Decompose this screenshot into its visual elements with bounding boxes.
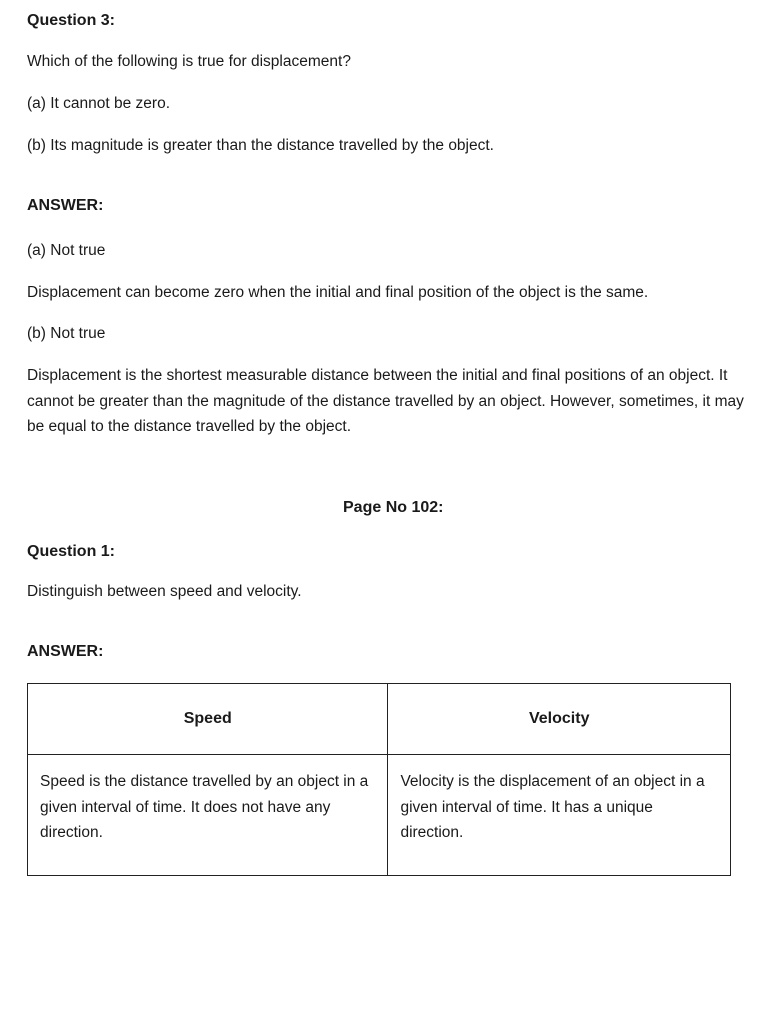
question-3-text: Which of the following is true for displacement? xyxy=(27,53,351,70)
option-a: (a) It cannot be zero. xyxy=(27,95,171,112)
question-1-text: Distinguish between speed and velocity. xyxy=(27,583,302,600)
answer-b-label: (b) Not true xyxy=(27,325,106,342)
comparison-table xyxy=(27,683,731,876)
answer-a-text: Displacement can become zero when the initial and final position of the object is the same. xyxy=(27,284,649,301)
answer-heading-2: ANSWER: xyxy=(27,643,104,660)
table-header-row xyxy=(28,684,731,755)
option-b: (b) Its magnitude is greater than the distance travelled by the object. xyxy=(27,137,494,154)
answer-a-label: (a) Not true xyxy=(27,242,106,259)
table-header-velocity: Velocity xyxy=(388,684,731,755)
question-1-heading: Question 1: xyxy=(27,543,116,560)
page-number-label: Page No 102: xyxy=(343,499,444,516)
table-cell-speed: Speed is the distance travelled by an object in a given interval of time. It does not have any direction. xyxy=(28,755,388,876)
table-cell-velocity: Velocity is the displacement of an object in a given interval of time. It has a unique direction. xyxy=(388,755,731,876)
table-header-speed: Speed xyxy=(28,684,388,755)
table-row xyxy=(28,755,731,876)
answer-b-text: Displacement is the shortest measurable distance between the initial and final positions of an object. It cannot be greater than the magnitude of the distance travelled by an object. However, sometimes, it may be equal to the distance travelled by the object. xyxy=(27,367,744,435)
answer-heading-1: ANSWER: xyxy=(27,197,104,214)
question-3-heading: Question 3: xyxy=(27,12,116,29)
